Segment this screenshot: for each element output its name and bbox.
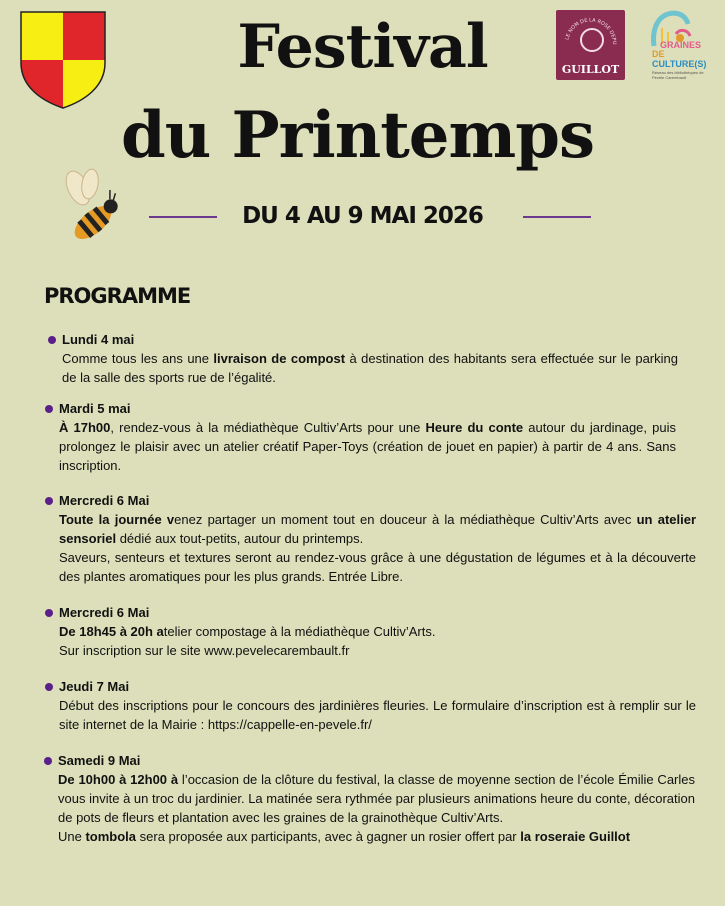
event-text: Saveurs, senteurs et textures seront au rendez-vous grâce à une dégustation de légumes et à la découverte des plantes aromatiques pour les plus grands. Entrée Libre. [59, 550, 696, 584]
event-day-label: Lundi 4 mai [62, 332, 135, 347]
event-text: Sur inscription sur le site www.pevelecarembault.fr [59, 643, 350, 658]
event-wednesday-1 [59, 491, 696, 586]
event-day-label: Mercredi 6 Mai [59, 493, 150, 508]
event-highlight: tombola [85, 829, 137, 844]
graines-text-2: DE [652, 49, 665, 59]
event-description [59, 548, 696, 586]
event-highlight: un atelier sensoriel [59, 512, 697, 546]
graines-text-1: GRAINES [660, 40, 702, 50]
event-description [58, 770, 695, 827]
bullet-icon [45, 405, 53, 413]
event-day-heading [62, 330, 678, 349]
guillot-arc-textpath: LE NOM DE LA ROSE DEPU [564, 17, 618, 45]
event-day-heading [58, 751, 695, 770]
event-tuesday [59, 399, 676, 475]
event-day-label: Jeudi 7 Mai [59, 679, 130, 694]
event-description [59, 510, 696, 548]
title-line2: du Printemps [120, 98, 595, 173]
event-day-heading [59, 399, 676, 418]
event-day-heading [59, 677, 696, 696]
event-text: l’occasion de la clôture du festival, la classe de moyenne section de l’école Émilie Carles vous invite à un troc du jardinier. La matinée sera rythmée par plusieurs animations heure du conte, décoration de pots de fleurs et plantation avec les graines de la grainothèque Cultiv’Arts. [58, 772, 695, 825]
event-text: dédié aux tout-petits, autour du printemps. [116, 531, 364, 546]
graines-de-cultures-logo [640, 8, 720, 86]
bullet-icon [45, 609, 53, 617]
event-text: autour du jardinage, puis prolongez le plaisir avec un atelier créatif Paper-Toys (création de jouet en papier) à partir de 4 ans. Sans inscription. [59, 420, 677, 473]
event-description [59, 641, 696, 660]
event-wednesday-2 [59, 603, 696, 660]
divider-right [523, 216, 591, 218]
event-description [58, 827, 695, 846]
event-saturday [58, 751, 695, 846]
event-text: telier compostage à la médiathèque Cultiv’Arts. [163, 624, 436, 639]
event-thursday [59, 677, 696, 734]
event-description [59, 622, 696, 641]
event-day-heading [59, 491, 696, 510]
event-highlight: De 18h45 à 20h a [59, 624, 164, 639]
event-highlight: Toute la journée v [59, 512, 175, 527]
graines-subtitle: Réseau des bibliothèques de Pévèle Carembault [652, 70, 704, 80]
event-text: enez partager un moment tout en douceur à la médiathèque Cultiv’Arts avec [174, 512, 637, 527]
graines-text-3: CULTURE(S) [652, 59, 707, 69]
bullet-icon [45, 683, 53, 691]
event-description [62, 349, 678, 387]
guillot-logo [556, 10, 625, 80]
event-highlight: la roseraie Guillot [520, 829, 631, 844]
event-day-label: Mardi 5 mai [59, 401, 131, 416]
bullet-icon [48, 336, 56, 344]
event-text: à destination des habitants sera effectuée sur le parking de la salle des sports rue de l’égalité. [62, 351, 678, 385]
event-text: , rendez-vous à la médiathèque Cultiv’Arts pour une [110, 420, 426, 435]
event-text: Comme tous les ans une [62, 351, 214, 366]
event-monday [62, 330, 678, 387]
event-text: Une [58, 829, 86, 844]
event-day-label: Mercredi 6 Mai [59, 605, 150, 620]
event-day-label: Samedi 9 Mai [58, 753, 141, 768]
bullet-icon [45, 497, 53, 505]
festival-dates: DU 4 AU 9 MAI 2026 [242, 203, 483, 229]
bullet-icon [44, 757, 52, 765]
rose-icon [580, 28, 604, 52]
event-description [59, 696, 696, 734]
event-highlight: livraison de compost [213, 351, 346, 366]
event-highlight: De 10h00 à 12h00 à [58, 772, 179, 787]
event-highlight: À 17h00 [59, 420, 111, 435]
guillot-brand: GUILLOT [561, 63, 620, 76]
title-line1: Festival [237, 12, 488, 82]
event-text: Début des inscriptions pour le concours des jardinières fleuries. Le formulaire d’inscription est à remplir sur le site internet de la Mairie : https://cappelle-en-pevele.fr/ [59, 698, 696, 732]
event-day-heading [59, 603, 696, 622]
event-text: sera proposée aux participants, avec à gagner un rosier offert par [136, 829, 521, 844]
event-highlight: Heure du conte [425, 420, 524, 435]
event-description [59, 418, 676, 475]
programme-title: PROGRAMME [44, 284, 191, 308]
